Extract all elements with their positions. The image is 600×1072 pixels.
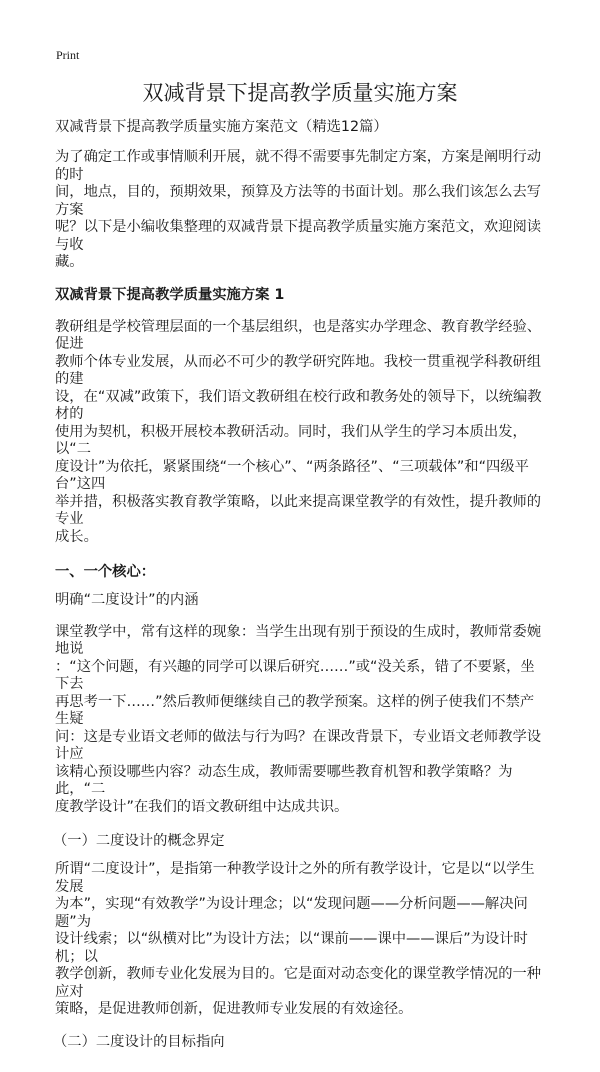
subheading-meaning: 明确“二度设计”的内涵 xyxy=(55,591,199,608)
text-line: 问：这是专业语文老师的做法与行为吗？在课改背景下，专业语文老师教学设计应 xyxy=(55,728,542,762)
text-line: 使用为契机，积极开展校本教研活动。同时，我们从学生的学习本质出发，以“二 xyxy=(55,423,527,457)
document-title: 双减背景下提高教学质量实施方案 xyxy=(142,81,458,105)
intro-paragraph xyxy=(55,149,545,272)
paragraph-3 xyxy=(55,861,545,1019)
text-line: 成长。 xyxy=(55,528,98,545)
text-line: 再思考一下……”然后教师便继续自己的教学预案。这样的例子使我们不禁产生疑 xyxy=(55,693,535,727)
text-line: 呢？以下是小编收集整理的双减背景下提高教学质量实施方案范文，欢迎阅读与收 xyxy=(55,219,542,253)
text-line: 举并措，积极落实教育教学策略，以此来提高课堂教学的有效性，提升教师的专业 xyxy=(55,493,542,527)
text-line: 教师个体专业发展，从而必不可少的教学研究阵地。我校一贯重视学科教研组的建 xyxy=(55,353,542,387)
text-line: 教研组是学校管理层面的一个基层组织，也是落实办学理念、教育教学经验、促进 xyxy=(55,318,542,352)
print-link[interactable]: Print xyxy=(56,48,80,62)
subtitle: 双减背景下提高教学质量实施方案范文（精选12篇） xyxy=(55,119,388,135)
section-heading-1: 双减背景下提高教学质量实施方案 1 xyxy=(55,286,285,303)
text-line: 度设计”为依托，紧紧围绕“一个核心”、“两条路径”、“三项载体”和“四级平台”这四 xyxy=(55,458,529,492)
text-line: 间，地点，目的，预期效果，预算及方法等的书面计划。那么我们该怎么去写方案 xyxy=(55,184,542,218)
heading-concept: （一）二度设计的概念界定 xyxy=(53,833,225,849)
paragraph-1 xyxy=(55,319,545,547)
text-line: 为了确定工作或事情顺利开展，就不得不需要事先制定方案，方案是阐明行动的时 xyxy=(55,149,542,183)
text-line: 为本”，实现“有效教学”为设计理念；以“发现问题——分析问题——解决问题”为 xyxy=(55,896,528,930)
paragraph-2 xyxy=(55,624,545,817)
text-line: 该精心预设哪些内容？动态生成，教师需要哪些教育机智和教学策略？为此，“二 xyxy=(55,763,513,797)
text-line: 教学创新，教师专业化发展为目的。它是面对动态变化的课堂教学情况的一种应对 xyxy=(55,966,542,1000)
heading-core: 一、一个核心： xyxy=(55,563,156,580)
text-line: 策略，是促进教师创新，促进教师专业发展的有效途径。 xyxy=(55,1001,413,1017)
text-line: 藏。 xyxy=(55,254,84,270)
text-line: 度教学设计”在我们的语文教研组中达成共识。 xyxy=(55,798,349,815)
text-line: 设，在“双减”政策下，我们语文教研组在校行政和教务处的领导下，以统编教材的 xyxy=(55,388,542,422)
text-line: ：“这个问题，有兴趣的同学可以课后研究……”或“没关系，错了不要紧，坐下去 xyxy=(55,658,535,692)
text-line: 课堂教学中，常有这样的现象：当学生出现有别于预设的生成时，教师常委婉地说 xyxy=(55,623,542,657)
heading-goal: （二）二度设计的目标指向 xyxy=(53,1034,225,1050)
text-line: 设计线索；以“纵横对比”为设计方法；以“课前——课中——课后”为设计时机；以 xyxy=(55,931,528,965)
text-line: 所谓“二度设计”，是指第一种教学设计之外的所有教学设计，它是以“以学生发展 xyxy=(55,861,535,895)
